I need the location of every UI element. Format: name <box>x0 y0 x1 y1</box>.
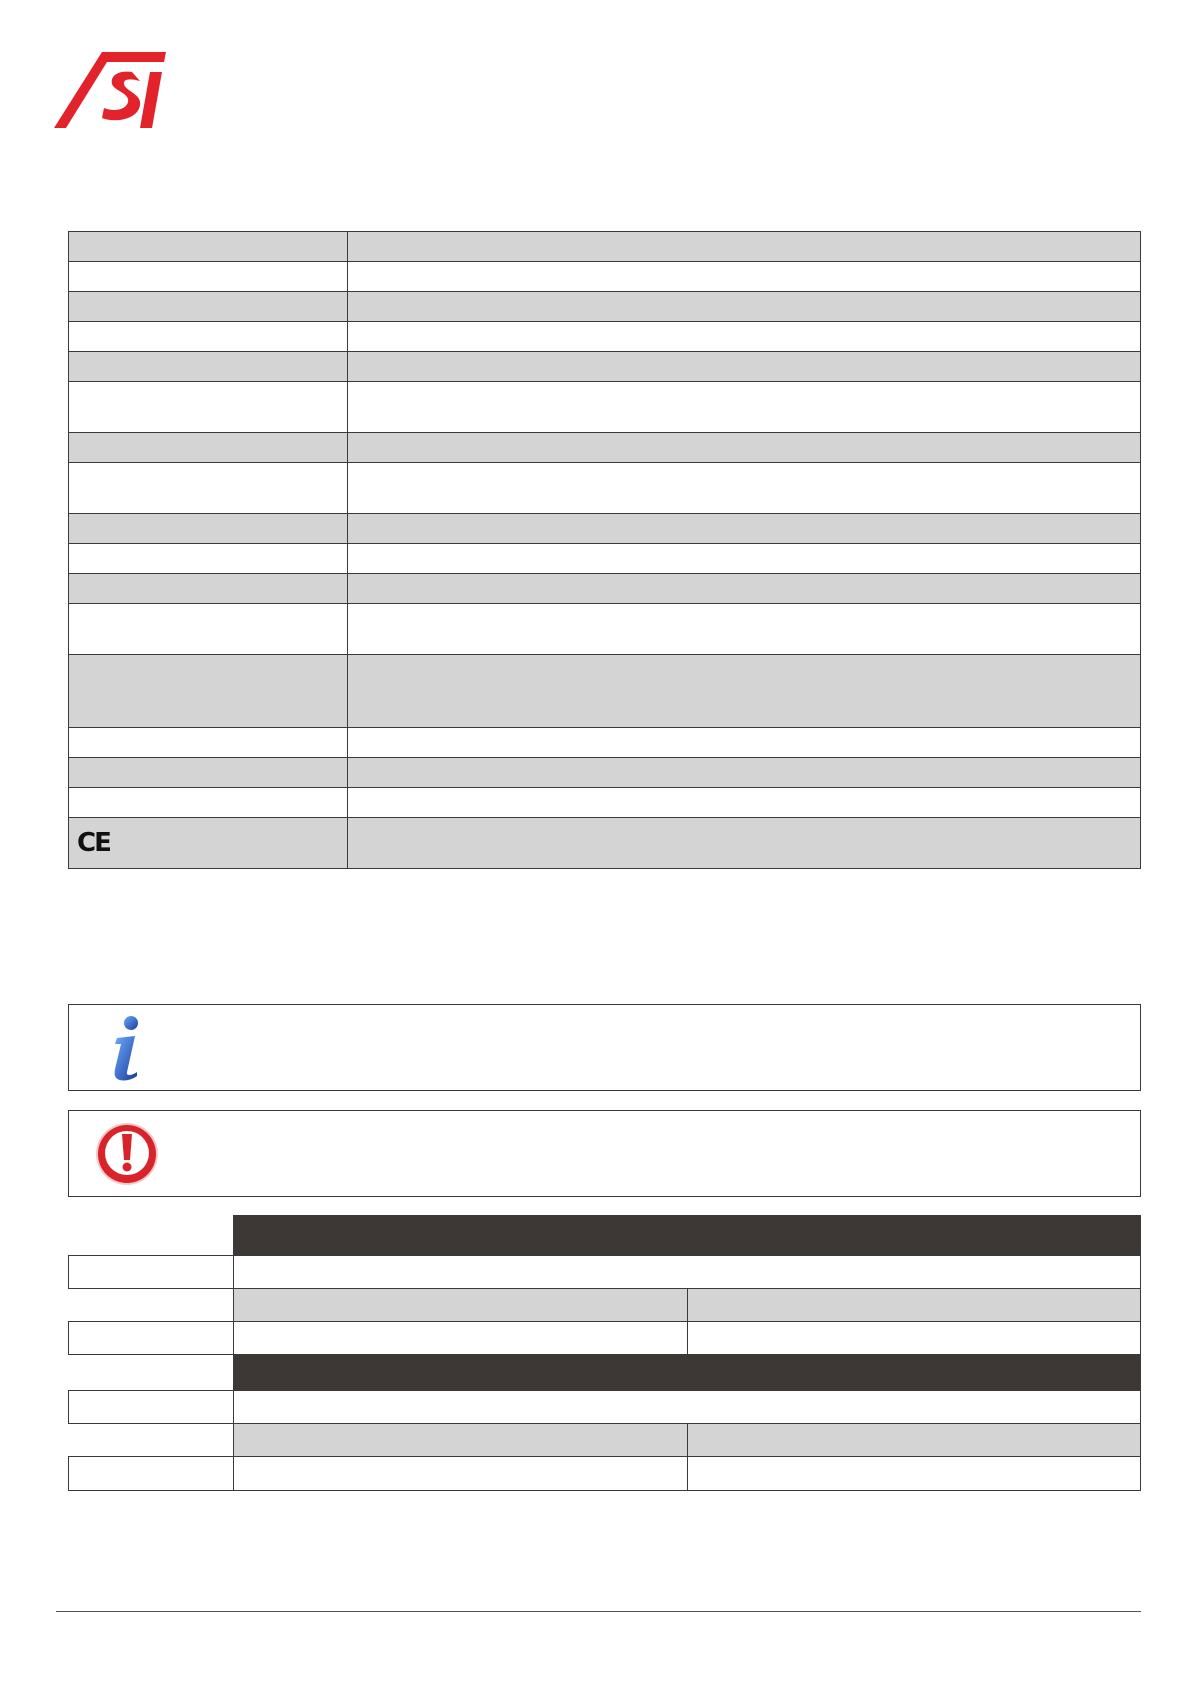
spec-value <box>348 463 1141 514</box>
spec-label <box>69 758 348 788</box>
spec-row <box>69 728 1141 758</box>
grid-subheader <box>687 1288 1141 1322</box>
spec-row <box>69 604 1141 655</box>
spec-value <box>348 544 1141 574</box>
spec-row <box>69 818 1141 869</box>
spec-table <box>68 231 1141 869</box>
grid-cell <box>233 1456 688 1491</box>
spec-value <box>348 818 1141 869</box>
spec-label <box>69 788 348 818</box>
grid-header-2 <box>233 1354 1141 1390</box>
spec-row <box>69 514 1141 544</box>
grid-cell <box>687 1321 1141 1355</box>
grid-row-label <box>68 1255 234 1289</box>
spec-value <box>348 758 1141 788</box>
spec-row <box>69 382 1141 433</box>
footer-divider <box>56 1611 1141 1612</box>
spec-value <box>348 262 1141 292</box>
spec-value <box>348 232 1141 262</box>
grid-cell <box>233 1321 688 1355</box>
spec-row <box>69 262 1141 292</box>
spec-row <box>69 544 1141 574</box>
warning-notice <box>68 1110 1141 1197</box>
spec-row <box>69 655 1141 728</box>
info-notice <box>68 1004 1141 1091</box>
spec-value <box>348 788 1141 818</box>
spec-row <box>69 292 1141 322</box>
spec-label <box>69 352 348 382</box>
spec-value <box>348 604 1141 655</box>
grid-cell <box>687 1456 1141 1491</box>
spec-label <box>69 262 348 292</box>
spec-value <box>348 728 1141 758</box>
spec-label <box>69 655 348 728</box>
grid-cell <box>233 1255 1141 1289</box>
spec-value <box>348 382 1141 433</box>
spec-label <box>69 604 348 655</box>
info-icon <box>93 1014 161 1082</box>
spec-row <box>69 322 1141 352</box>
parameter-grid <box>68 1215 1141 1495</box>
spec-label <box>69 292 348 322</box>
spec-value <box>348 322 1141 352</box>
grid-row-label <box>68 1456 234 1491</box>
spec-value <box>348 514 1141 544</box>
spec-row <box>69 758 1141 788</box>
grid-subheader <box>687 1423 1141 1457</box>
spec-value <box>348 292 1141 322</box>
spec-label <box>69 433 348 463</box>
spec-label <box>69 514 348 544</box>
spec-row <box>69 433 1141 463</box>
as-logo <box>54 50 172 130</box>
spec-row <box>69 463 1141 514</box>
spec-row <box>69 788 1141 818</box>
grid-row-label <box>68 1390 234 1424</box>
spec-label <box>69 322 348 352</box>
grid-subheader <box>233 1423 688 1457</box>
spec-label <box>69 728 348 758</box>
spec-value <box>348 433 1141 463</box>
spec-value <box>348 574 1141 604</box>
grid-header-1 <box>233 1215 1141 1255</box>
spec-row <box>69 574 1141 604</box>
spec-label <box>69 818 348 869</box>
spec-value <box>348 352 1141 382</box>
spec-row <box>69 352 1141 382</box>
spec-value <box>348 655 1141 728</box>
grid-cell <box>233 1390 1141 1424</box>
exclamation-warning-icon <box>93 1120 161 1188</box>
spec-label <box>69 232 348 262</box>
spec-label <box>69 574 348 604</box>
spec-label <box>69 382 348 433</box>
ce-mark-icon: CE <box>77 828 110 858</box>
grid-subheader <box>233 1288 688 1322</box>
spec-row <box>69 232 1141 262</box>
spec-label <box>69 463 348 514</box>
grid-row-label <box>68 1321 234 1355</box>
spec-label <box>69 544 348 574</box>
